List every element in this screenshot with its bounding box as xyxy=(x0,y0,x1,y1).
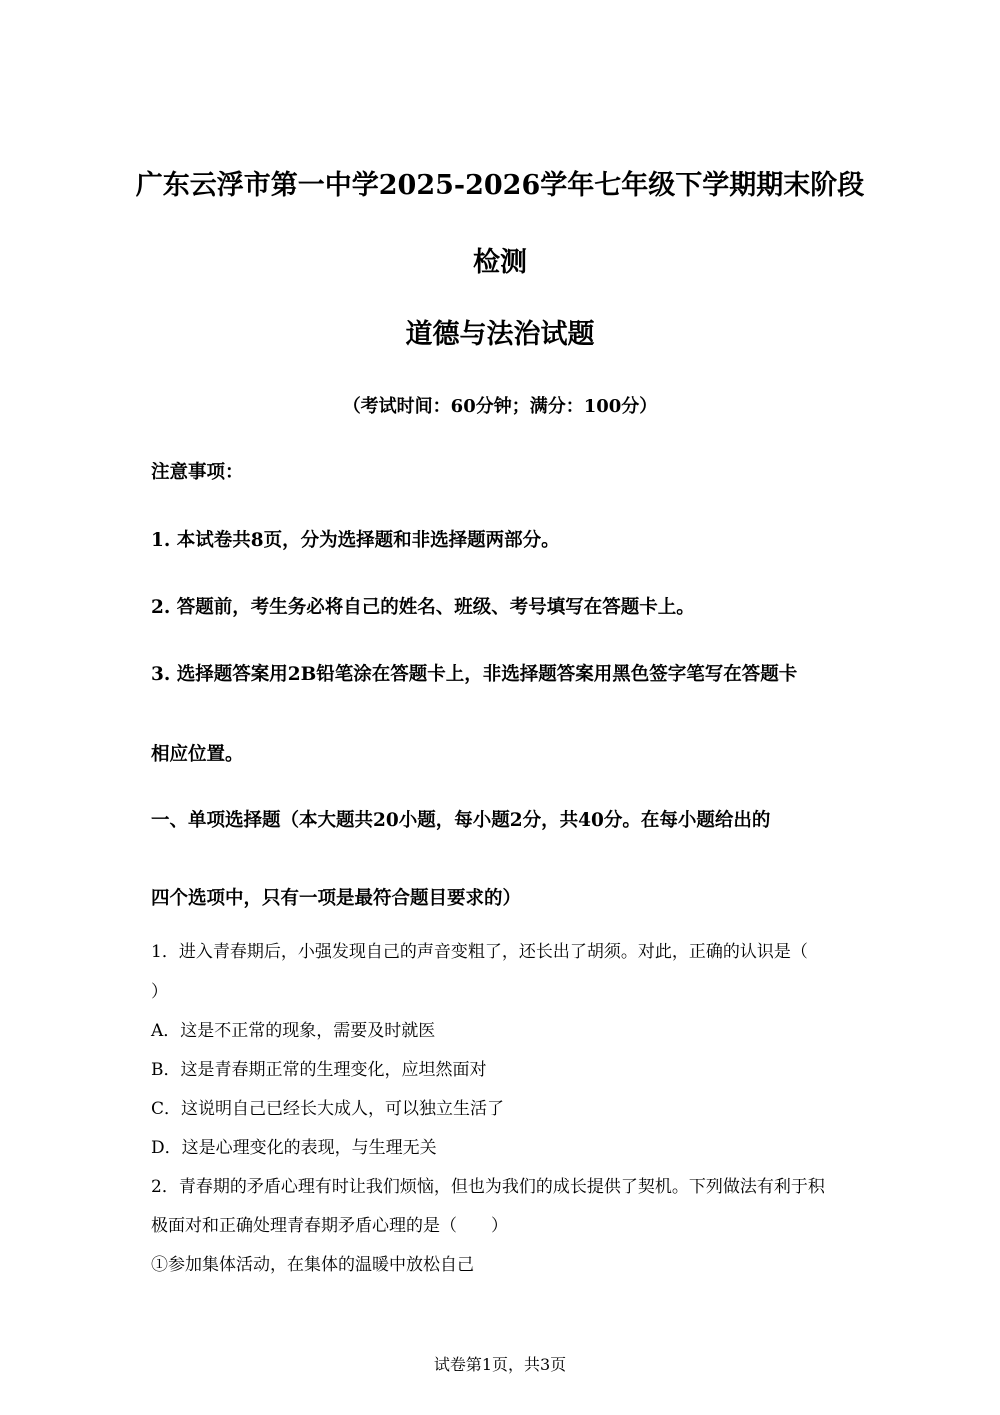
notice-heading: 注意事项： xyxy=(151,462,244,483)
exam-title-line-2: 检测 xyxy=(473,247,527,278)
notice-item-3-line-1: 3. 选择题答案用2B铅笔涂在答题卡上，非选择题答案用黑色签字笔写在答题卡 xyxy=(151,664,798,685)
question-1-option-c: C．这说明自己已经长大成人，可以独立生活了 xyxy=(151,1099,505,1119)
page-footer: 试卷第1页，共3页 xyxy=(433,1355,567,1374)
section-heading-line-1: 一、单项选择题（本大题共20小题，每小题2分，共40分。在每小题给出的 xyxy=(151,810,771,831)
notice-item-2: 2. 答题前，考生务必将自己的姓名、班级、考号填写在答题卡上。 xyxy=(151,597,695,618)
question-1-option-b: B．这是青春期正常的生理变化，应坦然面对 xyxy=(151,1060,487,1080)
exam-title-line-1: 广东云浮市第一中学2025-2026学年七年级下学期期末阶段 xyxy=(135,170,865,201)
question-1-stem-line-1: 1．进入青春期后，小强发现自己的声音变粗了，还长出了胡须。对此，正确的认识是（ xyxy=(151,942,808,962)
notice-item-1: 1. 本试卷共8页，分为选择题和非选择题两部分。 xyxy=(151,530,560,551)
question-1-option-d: D．这是心理变化的表现，与生理无关 xyxy=(151,1138,437,1158)
exam-info: （考试时间：60分钟；满分：100分） xyxy=(342,396,658,417)
question-2-stem-line-1: 2．青春期的矛盾心理有时让我们烦恼，但也为我们的成长提供了契机。下列做法有利于积 xyxy=(151,1177,825,1197)
question-2-stem-line-2: 极面对和正确处理青春期矛盾心理的是（ ） xyxy=(151,1216,508,1236)
question-1-option-a: A．这是不正常的现象，需要及时就医 xyxy=(151,1021,436,1041)
notice-item-3-line-2: 相应位置。 xyxy=(151,744,244,765)
section-heading-line-2: 四个选项中，只有一项是最符合题目要求的） xyxy=(151,888,522,909)
subject-title: 道德与法治试题 xyxy=(405,319,595,350)
question-1-stem-line-2: ） xyxy=(151,982,168,1002)
question-2-item-1: ①参加集体活动，在集体的温暖中放松自己 xyxy=(151,1255,474,1275)
